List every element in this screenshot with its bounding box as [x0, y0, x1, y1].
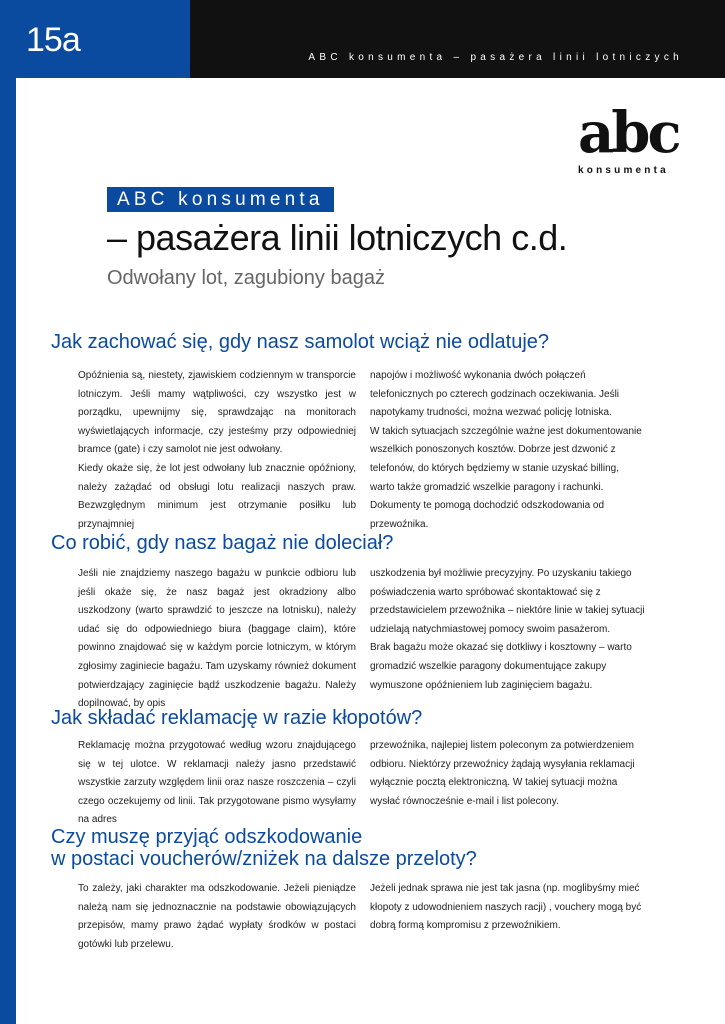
- paragraph: Jeśli nie znajdziemy naszego bagażu w punkcie odbioru lub jeśli okaże się, że nasz bagaż jest okradziony albo uszkodzony (warto sprawdzić to jeszcze na lotnisku), należy udać się do odpowiedniego biura (baggage claim), które powinno znajdować się w każdym porcie lotniczym, w którym zgłosimy zaginiecie bagażu. Tam uzyskamy również dokument potwierdzający zaginięcie bądź uszkodzenie bagażu. Należy dopilnować, by opis: [78, 568, 356, 710]
- paragraph: Jeżeli jednak sprawa nie jest tak jasna (np. moglibyśmy mieć kłopoty z udowodnieniem naszych racji) , vouchery mogą być dobrą formą kompromisu z przewoźnikiem.: [370, 883, 642, 932]
- paragraph: Brak bagażu może okazać się dotkliwy i kosztowny – warto gromadzić wszelkie paragony dokumentujące zakupy wymuszone opóźnieniem lub zaginięciem bagażu.: [370, 642, 632, 691]
- heading-line: w postaci voucherów/zniżek na dalsze przeloty?: [51, 848, 477, 870]
- section-column-left: [78, 565, 356, 714]
- paragraph: Reklamację można przygotować według wzoru znajdującego się w tej ulotce. W reklamacji należy jasno przedstawić wszystkie zarzuty względem linii oraz nasze roszczenia – czyli czego oczekujemy od linii. Tak przygotowane pismo wysyłamy na adres: [78, 740, 356, 826]
- paragraph: Kiedy okaże się, że lot jest odwołany lub znacznie opóźniony, należy zażądać od obsługi lotu realizacji naszych praw. Bezwzględnym minimum jest otrzymanie posiłku lub przynajmniej: [78, 462, 356, 530]
- article-subtitle: Odwołany lot, zagubiony bagaż: [107, 267, 385, 289]
- page-number-tab: [0, 0, 190, 78]
- running-head-band: [190, 0, 725, 78]
- section-column-left: [78, 737, 356, 830]
- section-column-right: [370, 367, 646, 534]
- logo-abc: abc: [578, 100, 679, 166]
- paragraph: W takich sytuacjach szczególnie ważne jest dokumentowanie wszelkich ponoszonych kosztów. Dobrze jest dzwonić z telefonów, do których będziemy w stanie uzyskać billing, warto także gromadzić wszelkie paragony i rachunki. Dokumenty te pomogą dochodzić odszkodowania od przewoźnika.: [370, 425, 642, 530]
- section-column-right: [370, 880, 646, 936]
- running-head: ABC konsumenta – pasażera linii lotniczych: [308, 52, 683, 63]
- section-heading: Co robić, gdy nasz bagaż nie doleciał?: [51, 532, 394, 554]
- page-number: 15a: [26, 21, 80, 59]
- section-heading: [51, 826, 477, 870]
- section-column-right: [370, 737, 646, 811]
- section-heading: Jak zachować się, gdy nasz samolot wciąż nie odlatuje?: [51, 331, 550, 353]
- paragraph: napojów i możliwość wykonania dwóch połączeń telefonicznych po czterech godzinach oczekiwania. Jeśli napotykamy trudności, można wezwać policję lotniska.: [370, 370, 620, 419]
- left-accent-bar: [0, 0, 16, 1024]
- paragraph: uszkodzenia był możliwie precyzyjny. Po uzyskaniu takiego poświadczenia warto spróbować skontaktować się z przedstawicielem przewoźnika – niektóre linie w takiej sytuacji udzielają natychmiastowej pomocy swoim pasażerom.: [370, 568, 645, 635]
- paragraph: Opóźnienia są, niestety, zjawiskiem codziennym w transporcie lotniczym. Jeśli mamy wątpliwości, czy wszystko jest w porządku, upewnijmy się, sprawdzając na monitorach wyświetlających informacje, czy jesteśmy przy odpowiedniej bramce (gate) i czy samolot nie jest odwołany.: [78, 370, 356, 456]
- abc-konsumenta-logo: [578, 100, 679, 181]
- section-column-left: [78, 367, 356, 534]
- section-column-right: [370, 565, 646, 695]
- paragraph: przewoźnika, najlepiej listem poleconym za potwierdzeniem odbioru. Niektórzy przewoźnicy żądają wysyłania reklamacji wyłącznie pocztą elektroniczną. W takiej sytuacji można wysłać równocześnie e-mail i list polecony.: [370, 740, 635, 807]
- logo-sub: konsumenta: [578, 165, 669, 176]
- section-heading: Jak składać reklamację w razie kłopotów?: [51, 707, 423, 729]
- heading-line: Czy muszę przyjąć odszkodowanie: [51, 826, 363, 848]
- paragraph: To zależy, jaki charakter ma odszkodowanie. Jeżeli pieniądze należą nam się jednoznacznie na podstawie obowiązujących przepisów, mamy prawo żądać wypłaty środków w postaci gotówki lub przelewu.: [78, 883, 356, 950]
- article-title: – pasażera linii lotniczych c.d.: [107, 217, 568, 258]
- article-kicker: ABC konsumenta: [107, 187, 334, 212]
- section-column-left: [78, 880, 356, 954]
